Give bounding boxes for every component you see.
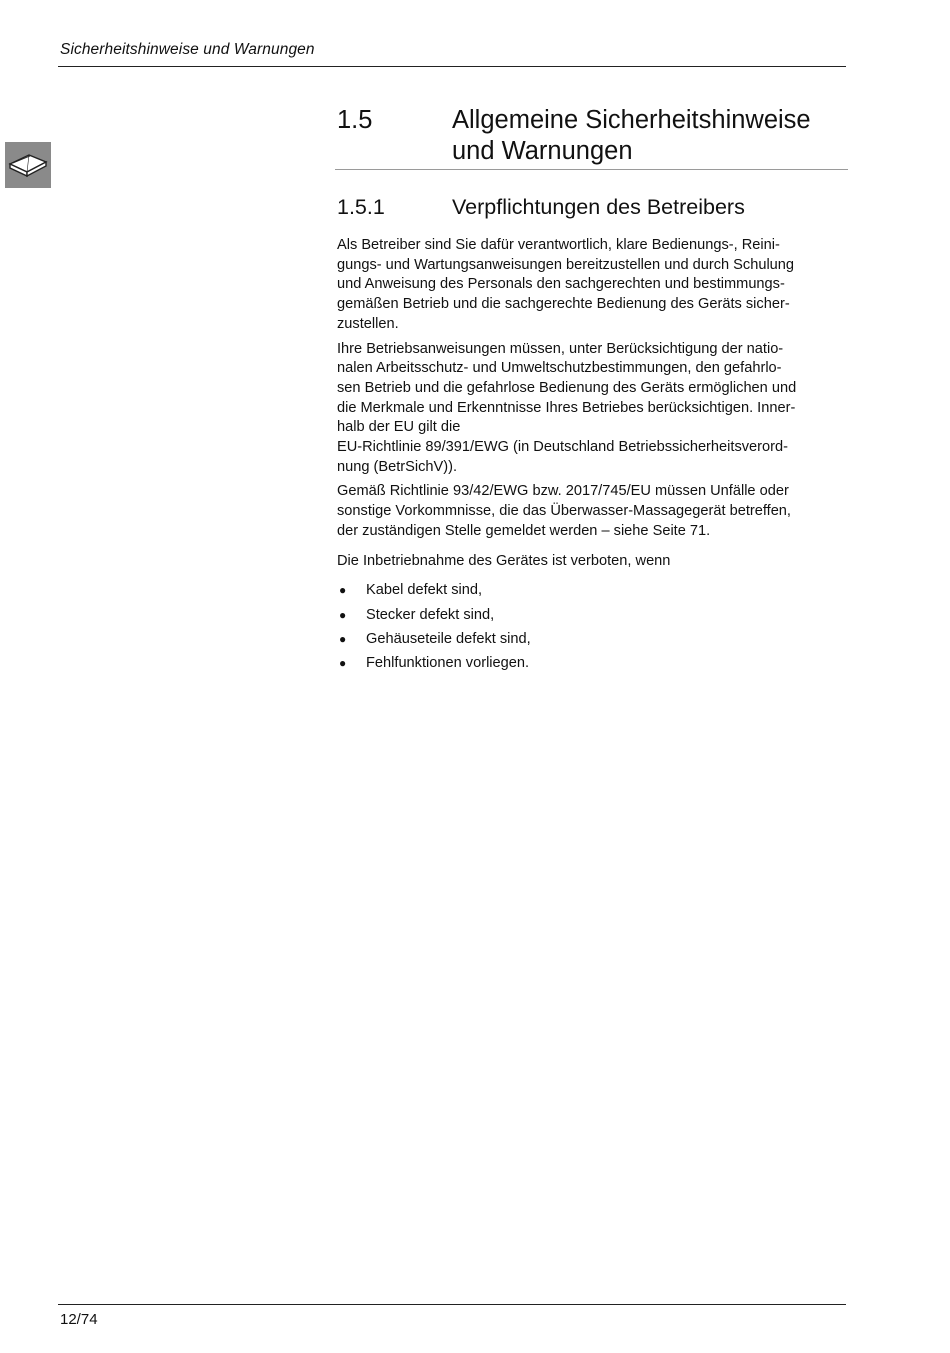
- list-item-text: Stecker defekt sind,: [366, 606, 495, 623]
- paragraph-operating-instructions: Ihre Betriebsanweisungen müssen, unter Berücksichtigung der natio- nalen Arbeitsschutz- und Umweltschutzbestimmungen, den gefahrlo- sen Betrieb und die gefahrlose Bedienung des Geräts ermöglichen und die Merkmale und Erkenntnisse Ihres Betriebes berücksichtigen. Inner- halb der EU gilt die EU-Richtlinie 89/391/EWG (in Deutschland Betriebssicherheitsverord- nung (BetrSichV)).: [337, 340, 797, 475]
- subsection-title: Verpflichtungen des Betreibers: [452, 195, 745, 219]
- running-header: Sicherheitshinweise und Warnungen: [60, 41, 315, 58]
- list-item: [337, 606, 849, 626]
- paragraph-prohibition: Die Inbetriebnahme des Gerätes ist verboten, wenn: [337, 552, 671, 569]
- list-item-text: Gehäuseteile defekt sind,: [366, 631, 531, 648]
- list-item: [337, 654, 849, 674]
- section-number: 1.5: [337, 106, 373, 134]
- paragraph-incident-reporting: Gemäß Richtlinie 93/42/EWG bzw. 2017/745/EU müssen Unfälle oder sonstige Vorkommnisse, die das Überwasser-Massagegerät betreffen, der zuständigen Stelle gemeldet werden – siehe Seite 71.: [337, 483, 791, 539]
- header-divider: [58, 66, 846, 67]
- list-item-text: Kabel defekt sind,: [366, 582, 483, 599]
- bullet-icon: ●: [339, 632, 347, 647]
- page-number: 12/74: [60, 1311, 98, 1328]
- bullet-icon: ●: [339, 607, 347, 622]
- list-item: [337, 630, 849, 650]
- subsection-number: 1.5.1: [337, 195, 385, 219]
- bullet-icon: ●: [339, 656, 347, 671]
- footer-divider: [58, 1304, 846, 1305]
- list-item-text: Fehlfunktionen vorliegen.: [366, 655, 530, 672]
- bullet-icon: ●: [339, 583, 347, 598]
- section-divider: [335, 169, 848, 170]
- section-title: Allgemeine Sicherheitshinweise und Warnungen: [452, 106, 811, 165]
- prohibition-list: [337, 581, 849, 674]
- paragraph-responsibility: Als Betreiber sind Sie dafür verantwortlich, klare Bedienungs-, Reini- gungs- und Wartungsanweisungen bereitzustellen und durch Schulung und Anweisung des Personals den sachgerechten und bestimmungs- gemäßen Betrieb und die sachgerechte Bedienung des Geräts sicher- zustellen.: [337, 237, 795, 332]
- book-icon: [5, 142, 51, 188]
- list-item: [337, 581, 849, 601]
- body-text: [337, 236, 849, 679]
